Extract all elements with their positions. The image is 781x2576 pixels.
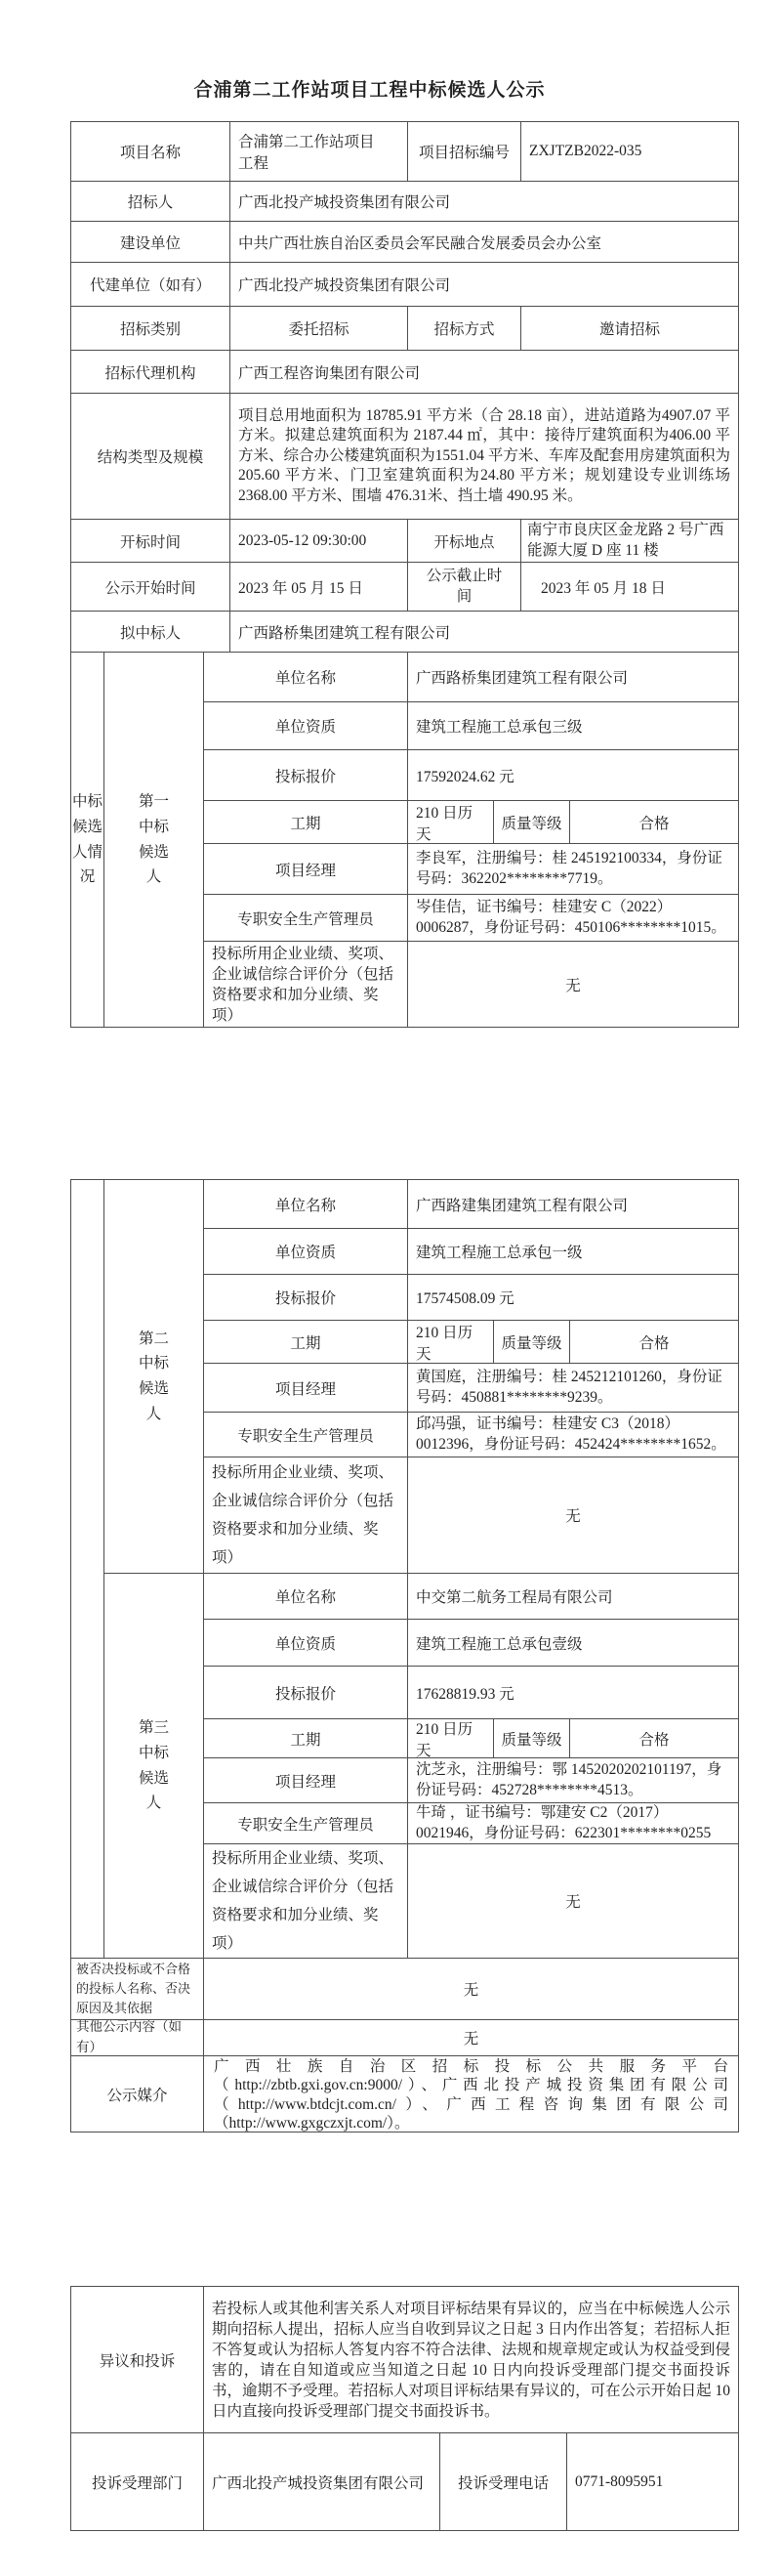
project-manager-label: 项目经理: [203, 1363, 407, 1412]
candidate-2-price: 17574508.09 元: [407, 1274, 738, 1320]
owner-row: [70, 221, 738, 262]
candidate-2-rank-cell: [103, 1179, 203, 1573]
candidate-3-qual: 建筑工程施工总承包壹级: [407, 1619, 738, 1666]
publicity-start-label: 公示开始时间: [70, 562, 229, 611]
candidates-2-3-area: [70, 1179, 738, 1958]
bid-price-label: 投标报价: [203, 1666, 407, 1718]
agent-build-label: 代建单位（如有）: [70, 262, 229, 306]
candidate-1-quality: 合格: [569, 800, 738, 843]
project-name-value: 合浦第二工作站项目工程: [229, 121, 407, 181]
proposed-winner-value: 广西路桥集团建筑工程有限公司: [229, 611, 738, 652]
performance-label: 投标所用企业业绩、奖项、企业诚信综合评价分（包括资格要求和加分业绩、奖项）: [203, 1843, 407, 1958]
candidate-2-manager: 黄国庭，注册编号：桂 245212101260，身份证号码：450881********9239。: [407, 1363, 738, 1412]
candidate-3-manager: 沈芝永，注册编号：鄂 1452020202101197，身份证号码：452728********4513。: [407, 1757, 738, 1802]
project-name-row: [70, 121, 738, 181]
publicity-media-platform: 广西壮族自治区招标投标公共服务平台: [214, 2058, 728, 2076]
page-title: 合浦第二工作站项目工程中标候选人公示: [193, 80, 546, 101]
owner-value: 中共广西壮族自治区委员会军民融合发展委员会办公室: [229, 221, 738, 262]
candidate-2-name: 广西路建集团建筑工程有限公司: [407, 1179, 738, 1228]
safety-officer-label: 专职安全生产管理员: [203, 1412, 407, 1457]
tenderee-value: 广西北投产城投资集团有限公司: [229, 181, 738, 221]
candidate-1-manager: 李良军，注册编号：桂 245192100334，身份证号码：362202********7719。: [407, 843, 738, 894]
quality-grade-label: 质量等级: [493, 800, 569, 843]
structure-label: 结构类型及规模: [70, 393, 229, 519]
complaint-phone-label: 投诉受理电话: [439, 2432, 566, 2530]
unit-qual-label: 单位资质: [203, 1619, 407, 1666]
candidate-1-safety: 岑佳佶，证书编号：桂建安 C（2022）0006287，身份证号码：450106********1015。: [407, 894, 738, 941]
candidate-3-safety: 牛琦 ，证书编号：鄂建安 C2（2017）0021946，身份证号码：622301********0255: [407, 1802, 738, 1843]
candidate-1-rank: 第一中标候选人: [138, 793, 169, 886]
duration-label: 工期: [203, 1718, 407, 1757]
quality-grade-label: 质量等级: [493, 1320, 569, 1363]
candidate-section-label: 中标候选人情况: [71, 793, 103, 886]
candidate-3-quality: 合格: [569, 1718, 738, 1757]
unit-name-label: 单位名称: [203, 1179, 407, 1228]
candidate-2-quality: 合格: [569, 1320, 738, 1363]
publicity-end-value: 2023 年 05 月 18 日: [520, 562, 738, 611]
safety-officer-label: 专职安全生产管理员: [203, 894, 407, 941]
unit-name-label: 单位名称: [203, 652, 407, 701]
candidate-1-name: 广西路桥集团建筑工程有限公司: [407, 652, 738, 701]
candidate-1-price: 17592024.62 元: [407, 749, 738, 800]
project-info-table: [70, 121, 739, 1028]
candidate-3-name: 中交第二航务工程局有限公司: [407, 1573, 738, 1619]
candidate-2-qual: 建筑工程施工总承包一级: [407, 1228, 738, 1274]
agency-value: 广西工程咨询集团有限公司: [229, 350, 738, 393]
bid-code-label: 项目招标编号: [407, 121, 520, 181]
objection-table: [70, 2286, 739, 2531]
unit-qual-label: 单位资质: [203, 1228, 407, 1274]
candidate-1-qual: 建筑工程施工总承包三级: [407, 701, 738, 749]
bid-price-label: 投标报价: [203, 749, 407, 800]
candidate-section-spacer: [70, 1179, 103, 1958]
performance-label: 投标所用企业业绩、奖项、企业诚信综合评价分（包括资格要求和加分业绩、奖项）: [203, 1457, 407, 1573]
candidate-3-price: 17628819.93 元: [407, 1666, 738, 1718]
rejected-bidders-label: 被否决投标或不合格的投标人名称、否决原因及其依据: [70, 1958, 203, 2019]
candidate-2-performance: 无: [407, 1457, 738, 1573]
open-time-label: 开标时间: [70, 519, 229, 562]
publicity-media-value: [203, 2055, 738, 2132]
other-content-value: 无: [203, 2019, 738, 2055]
candidate-1-performance: 无: [407, 941, 738, 1027]
performance-label: 投标所用企业业绩、奖项、企业诚信综合评价分（包括资格要求和加分业绩、奖项）: [203, 941, 407, 1027]
candidates-table-2: [70, 1179, 739, 2133]
method-label: 招标方式: [407, 306, 520, 350]
agent-build-value: 广西北投产城投资集团有限公司: [229, 262, 738, 306]
candidate-3-duration: 210 日历天: [407, 1718, 493, 1757]
method-value: 邀请招标: [520, 306, 738, 350]
unit-qual-label: 单位资质: [203, 701, 407, 749]
project-name-label: 项目名称: [70, 121, 229, 181]
proposed-winner-label: 拟中标人: [70, 611, 229, 652]
structure-value: 项目总用地面积为 18785.91 平方米（合 28.18 亩），进站道路为4907.07 平方米。拟建总建筑面积为 2187.44 ㎡，其中：接待厅建筑面积为406.00 平方米、综合办公楼建筑面积为1551.04 平方米、车库及配套用房建筑面积为 205.60 平方米、门卫室建筑面积为24.80 平方米；规划建设专业训练场 2368.00 平方米、围墙 476.31米、挡土墙 490.95 米。: [229, 393, 738, 519]
candidate-2-safety: 邱冯强，证书编号：桂建安 C3（2018）0012396，身份证号码：452424********1652。: [407, 1412, 738, 1457]
candidate-3-performance: 无: [407, 1843, 738, 1958]
open-place-value: 南宁市良庆区金龙路 2 号广西能源大厦 D 座 11 楼: [520, 519, 738, 562]
objection-row: [70, 2286, 738, 2432]
agency-row: [70, 350, 738, 393]
rejected-bidders-row: [70, 1958, 738, 2019]
category-row: [70, 306, 738, 350]
candidate-3-rank-cell: [103, 1573, 203, 1958]
publicity-media-urls: （http://zbtb.gxi.gov.cn:9000/）、广西北投产城投资集团有限公司（http://www.btdcjt.com.cn/）、广西工程咨询集团有限公司（http://www.gxgczxjt.com/）。: [214, 2077, 728, 2132]
complaint-row: [70, 2432, 738, 2530]
tenderee-row: [70, 181, 738, 221]
publicity-row: [70, 562, 738, 611]
complaint-phone-value: 0771-8095951: [566, 2432, 738, 2530]
bid-price-label: 投标报价: [203, 1274, 407, 1320]
open-place-label: 开标地点: [407, 519, 520, 562]
candidate-1-duration: 210 日历天: [407, 800, 493, 843]
candidate-1-block: [70, 652, 738, 1027]
publicity-start-value: 2023 年 05 月 15 日: [229, 562, 407, 611]
bid-code-value: ZXJTZB2022-035: [520, 121, 738, 181]
duration-label: 工期: [203, 1320, 407, 1363]
candidate-2-rank: 第二中标候选人: [138, 1330, 169, 1422]
candidate-3-rank: 第三中标候选人: [138, 1719, 169, 1812]
other-content-label: 其他公示内容（如有）: [70, 2019, 203, 2055]
rejected-bidders-value: 无: [203, 1958, 738, 2019]
open-time-row: [70, 519, 738, 562]
objection-text: 若投标人或其他利害关系人对项目评标结果有异议的，应当在中标候选人公示期向招标人提出，招标人应当自收到异议之日起 3 日内作出答复；若招标人拒不答复或认为招标人答复内容不符合法律、法规和规章规定或认为权益受到侵害的，请在自知道或应当知道之日起 10 日内向投诉受理部门提交书面投诉书，逾期不予受理。若招标人对项目评标结果有异议的，可在公示开始日起 10 日内直接向投诉受理部门提交书面投诉书。: [203, 2286, 738, 2432]
candidate-3-block: [103, 1573, 738, 1958]
agency-label: 招标代理机构: [70, 350, 229, 393]
candidate-section-label-cell: [70, 652, 103, 1027]
safety-officer-label: 专职安全生产管理员: [203, 1802, 407, 1843]
candidate-1-rank-cell: [103, 652, 203, 1027]
other-content-row: [70, 2019, 738, 2055]
project-manager-label: 项目经理: [203, 843, 407, 894]
candidate-2-duration: 210 日历天: [407, 1320, 493, 1363]
publicity-media-row: [70, 2055, 738, 2132]
agent-build-row: [70, 262, 738, 306]
complaint-dept-label: 投诉受理部门: [70, 2432, 203, 2530]
category-value: 委托招标: [229, 306, 407, 350]
complaint-dept-value: 广西北投产城投资集团有限公司: [203, 2432, 439, 2530]
publicity-end-label: 公示截止时间: [426, 567, 503, 605]
category-label: 招标类别: [70, 306, 229, 350]
project-manager-label: 项目经理: [203, 1757, 407, 1802]
publicity-media-label: 公示媒介: [70, 2055, 203, 2132]
tenderee-label: 招标人: [70, 181, 229, 221]
objection-label: 异议和投诉: [70, 2286, 203, 2432]
candidate-2-block: [103, 1179, 738, 1573]
duration-label: 工期: [203, 800, 407, 843]
proposed-winner-row: [70, 611, 738, 652]
quality-grade-label: 质量等级: [493, 1718, 569, 1757]
open-time-value: 2023-05-12 09:30:00: [229, 519, 407, 562]
unit-name-label: 单位名称: [203, 1573, 407, 1619]
structure-row: [70, 393, 738, 519]
owner-label: 建设单位: [70, 221, 229, 262]
